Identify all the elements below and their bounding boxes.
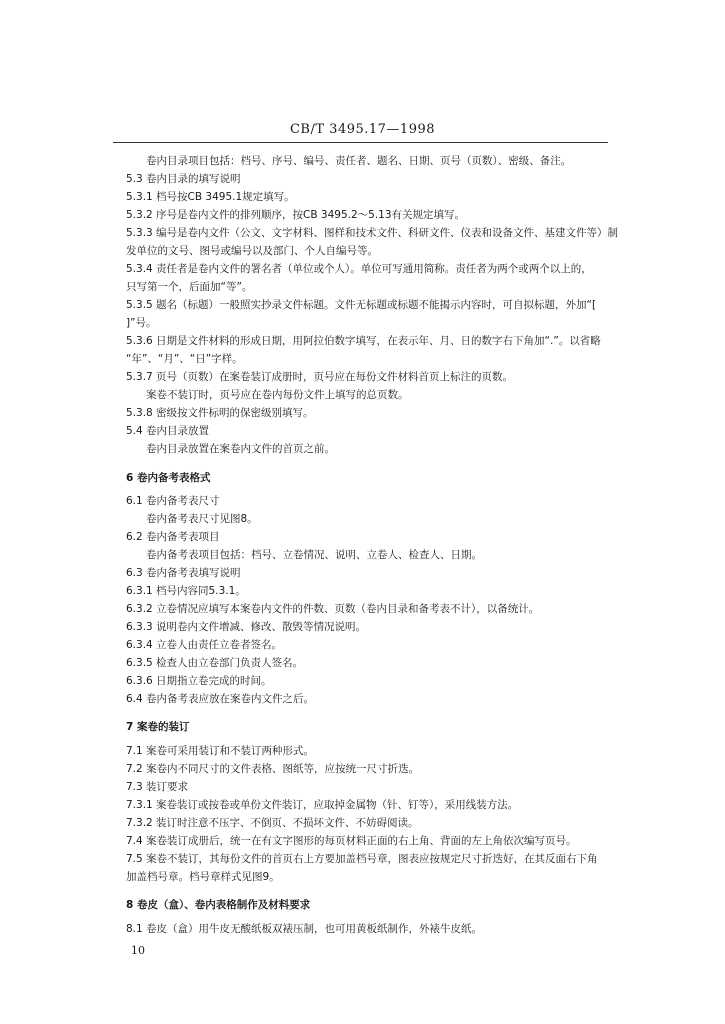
text-line: 5.3.4 责任者是卷内文件的署名者（单位或个人）。单位可写通用简称。责任者为两个或两个以上的， [126,263,592,275]
text-line: 卷内目录放置在案卷内文件的首页之前。 [146,443,335,455]
text-line: 6.3.2 立卷情况应填写本案卷内文件的件数、页数（卷内目录和备考表不计），以备统计。 [126,603,540,615]
text-line: 只写第一个，后面加“等”。 [126,281,253,293]
header-rule [113,142,608,143]
text-line: 卷内备考表尺寸见图8。 [146,513,258,525]
text-line: 5.3.1 档号按CB 3495.1规定填写。 [126,191,295,203]
section-heading: 5.3 卷内目录的填写说明 [126,173,241,185]
text-line: 6.3.5 检查人由立卷部门负责人签名。 [126,657,304,669]
text-line: 7.3.1 案卷装订或按卷或单份文件装订，应取掉金属物（针、钉等），采用线装方法。 [126,799,519,811]
text-line: 5.3.6 日期是文件材料的形成日期，用阿拉伯数字填写，在表示年、月、日的数字右下角加“.”。以省略 [126,335,601,347]
text-line: 7.4 案卷装订成册后，统一在有文字图形的每页材料正面的右上角、背面的左上角依次编写页号。 [126,835,577,847]
text-line: 5.3.2 序号是卷内文件的排列顺序，按CB 3495.2～5.13有关规定填写。 [126,209,466,221]
text-line: “年”、“月”、“日”字样。 [126,353,243,365]
text-line: 5.3.7 页号（页数）在案卷装订成册时，页号应在每份文件材料首页上标注的页数。 [126,371,514,383]
text-line: 5.3.8 密级按文件标明的保密级别填写。 [126,407,314,419]
section-heading: 6.1 卷内备考表尺寸 [126,495,220,507]
section-heading: 6.4 卷内备考表应放在案卷内文件之后。 [126,693,315,705]
text-line: 6.3.1 档号内容同5.3.1。 [126,585,246,597]
text-line: 卷内目录项目包括：档号、序号、编号、责任者、题名、日期、页号（页数）、密级、备注。 [146,155,572,167]
text-line: 7.3.2 装订时注意不压字、不倒页、不损坏文件、不妨碍阅读。 [126,817,419,829]
page-header-standard-number: CB/T 3495.17—1998 [289,122,436,137]
chapter-heading: 7 案卷的装订 [126,721,190,733]
text-line: 7.1 案卷可采用装订和不装订两种形式。 [126,745,315,757]
text-line: 案卷不装订时，页号应在卷内每份文件上填写的总页数。 [146,389,409,401]
section-heading: 7.3 装订要求 [126,781,189,793]
text-line: 8.1 卷皮（盒）用牛皮无酸纸板双裱压制，也可用黄板纸制作，外裱牛皮纸。 [126,923,483,935]
text-line: ]”号。 [126,317,157,329]
text-line: 7.5 案卷不装订，其每份文件的首页右上方要加盖档号章，图表应按规定尺寸折迭好，在其反面右下角 [126,853,598,865]
text-line: 5.3.3 编号是卷内文件（公文、文字材料、图样和技术文件、科研文件、仪表和设备文件、基建文件等）制 [126,227,619,239]
text-line: 加盖档号章。档号章样式见图9。 [126,871,280,883]
text-line: 卷内备考表项目包括：档号、立卷情况、说明、立卷人、检查人、日期。 [146,549,482,561]
chapter-heading: 6 卷内备考表格式 [126,472,211,484]
section-heading: 5.4 卷内目录放置 [126,425,210,437]
text-line: 6.3.6 日期指立卷完成的时间。 [126,675,272,687]
text-line: 5.3.5 题名（标题）一般照实抄录文件标题。文件无标题或标题不能揭示内容时，可自拟标题，外加“[ [126,299,597,311]
section-heading: 6.2 卷内备考表项目 [126,531,220,543]
page-number: 10 [131,944,145,957]
text-line: 6.3.4 立卷人由责任立卷者签名。 [126,639,283,651]
text-line: 7.2 案卷内不同尺寸的文件表格、图纸等，应按统一尺寸折迭。 [126,763,420,775]
chapter-heading: 8 卷皮（盒）、卷内表格制作及材料要求 [126,899,311,911]
text-line: 6.3.3 说明卷内文件增减、修改、散毁等情况说明。 [126,621,367,633]
section-heading: 6.3 卷内备考表填写说明 [126,567,241,579]
text-line: 发单位的文号、图号或编号以及部门、个人自编号等。 [126,245,378,257]
